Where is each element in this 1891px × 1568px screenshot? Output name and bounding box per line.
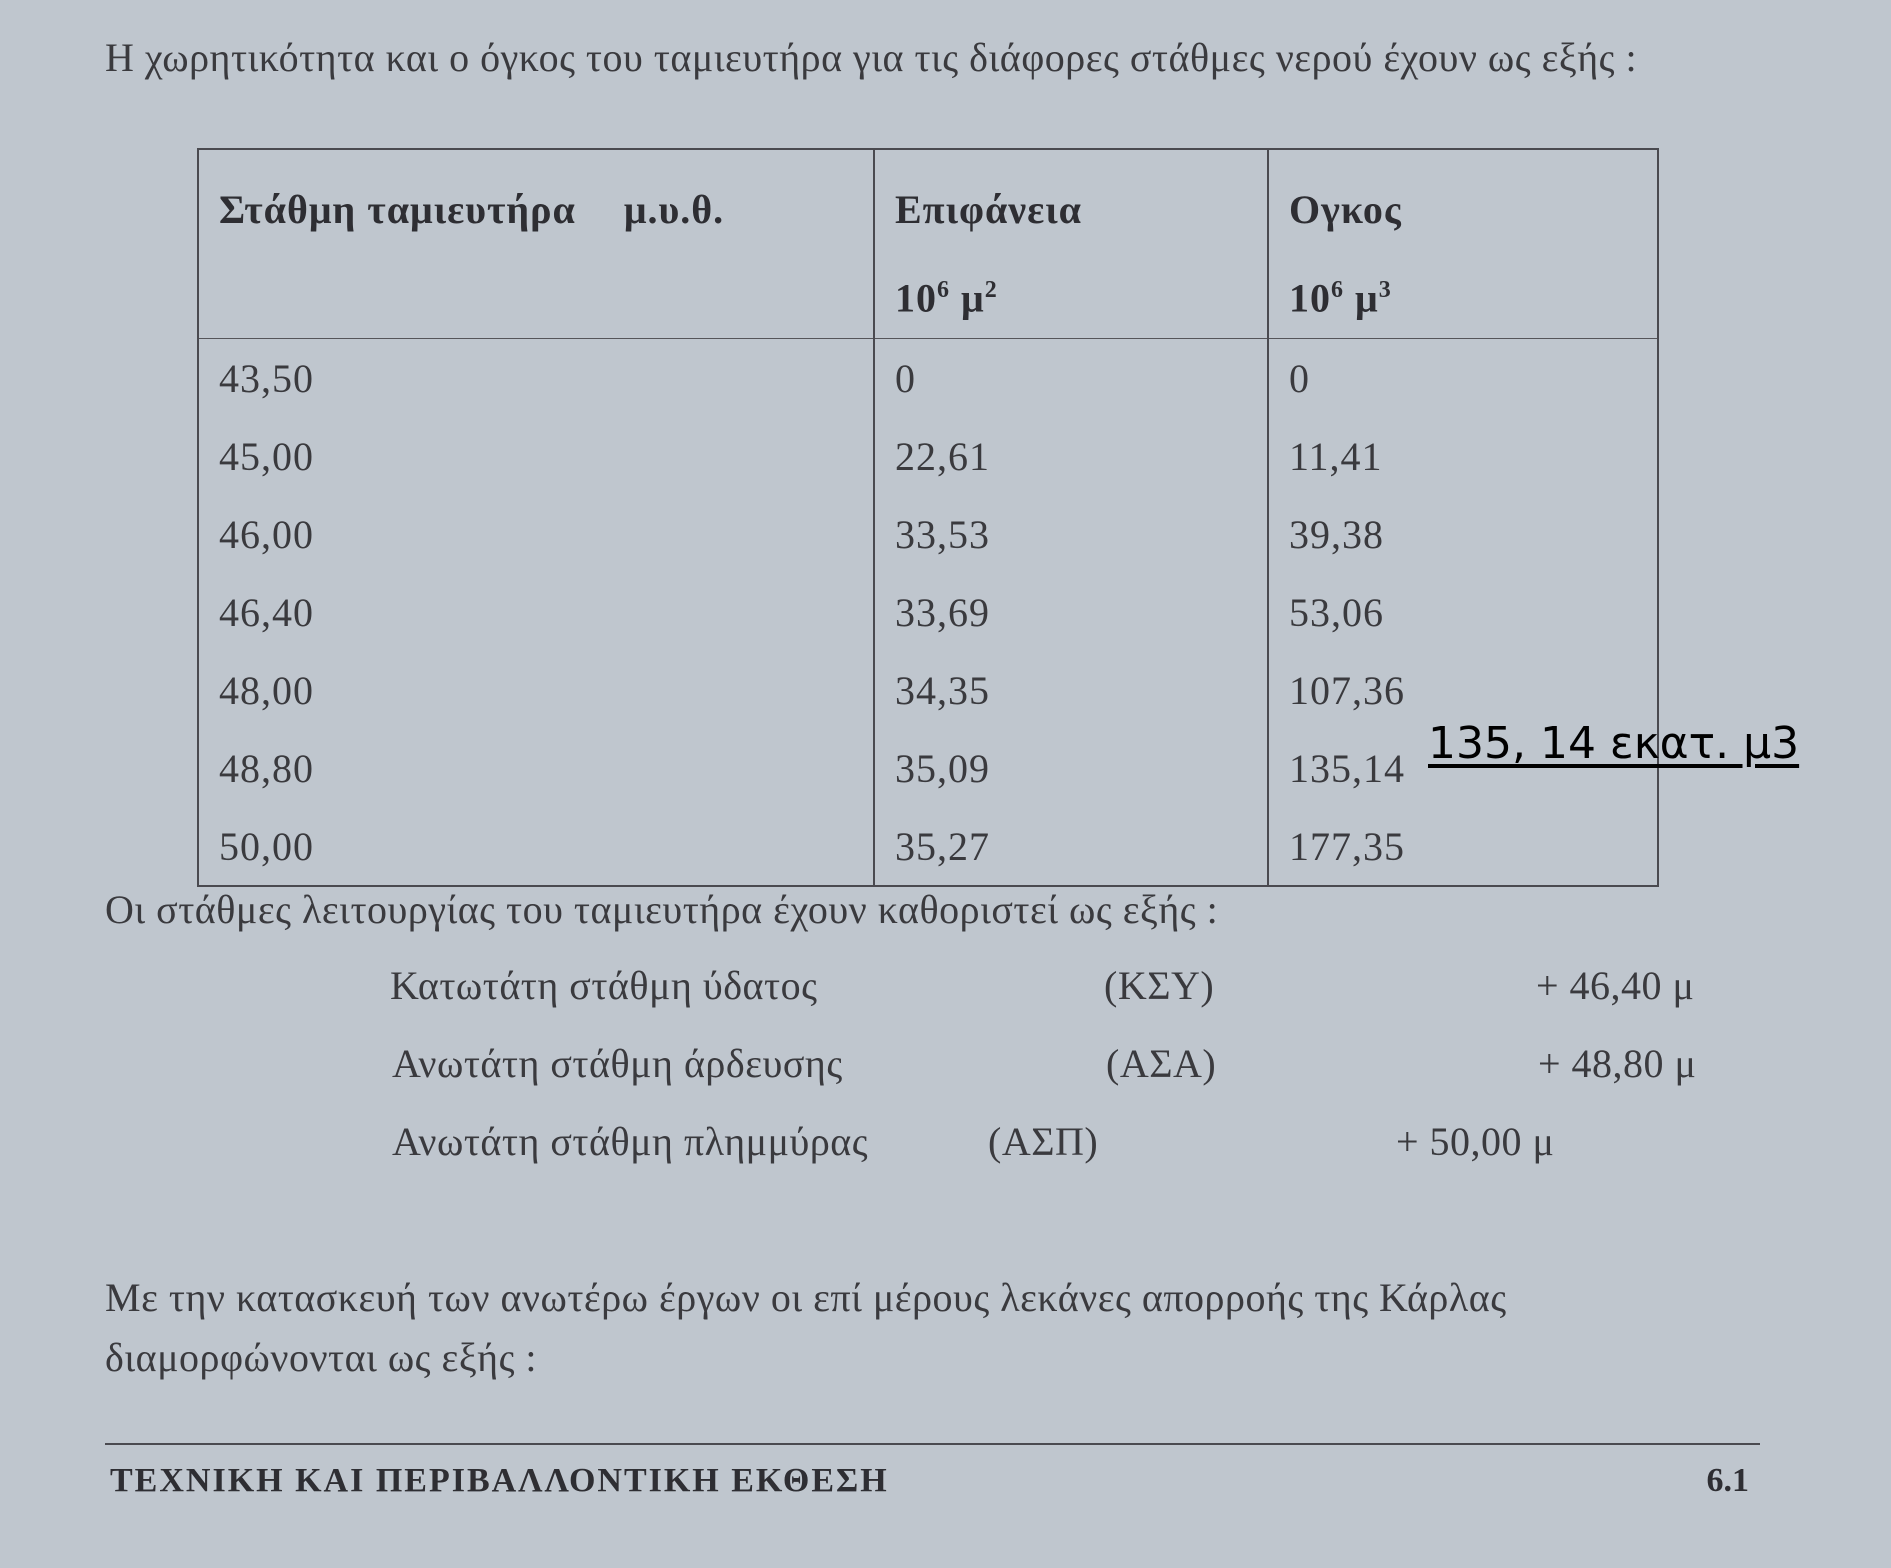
header-level-label: Στάθμη ταμιευτήρα bbox=[219, 187, 576, 232]
operation-level-row bbox=[392, 1118, 1792, 1178]
reservoir-table bbox=[197, 148, 1659, 887]
operation-level-value: + 48,80 μ bbox=[1538, 1041, 1697, 1086]
cell-level: 46,40 bbox=[219, 589, 314, 635]
table-row bbox=[198, 495, 1658, 573]
operation-level-value: + 46,40 μ bbox=[1536, 963, 1695, 1008]
header-area-unit bbox=[895, 250, 1267, 338]
volume-unit-base: 10 bbox=[1289, 275, 1331, 321]
footer-title: ΤΕΧΝΙΚΗ ΚΑΙ ΠΕΡΙΒΑΛΛΟΝΤΙΚΗ ΕΚΘΕΣΗ bbox=[110, 1462, 889, 1499]
page-number: 6.1 bbox=[1706, 1462, 1749, 1499]
cell-area: 33,69 bbox=[874, 573, 1268, 651]
cell-volume: 0 bbox=[1268, 339, 1658, 418]
cell-level: 46,00 bbox=[219, 511, 314, 557]
operation-level-row bbox=[390, 962, 1790, 1022]
header-volume bbox=[1268, 149, 1658, 339]
operation-level-abbr: (ΑΣΠ) bbox=[988, 1119, 1099, 1164]
cell-level: 45,00 bbox=[219, 433, 314, 479]
operation-level-abbr: (ΑΣΑ) bbox=[1106, 1041, 1217, 1086]
operation-level-row bbox=[392, 1040, 1792, 1100]
table-header-row bbox=[198, 149, 1658, 339]
cell-level: 50,00 bbox=[219, 823, 314, 869]
table-row bbox=[198, 573, 1658, 651]
header-area bbox=[874, 149, 1268, 339]
volume-annotation: 135, 14 εκατ. μ3 bbox=[1428, 718, 1800, 769]
area-unit-exp: 6 bbox=[937, 277, 950, 303]
operation-level-value: + 50,00 μ bbox=[1396, 1119, 1555, 1164]
cell-level: 48,80 bbox=[219, 745, 314, 791]
operation-levels-intro: Οι στάθμες λειτουργίας του ταμιευτήρα έχουν καθοριστεί ως εξής : bbox=[105, 887, 1219, 932]
cell-volume: 177,35 bbox=[1268, 807, 1658, 886]
area-unit-sym: μ bbox=[961, 275, 985, 321]
operation-level-abbr: (ΚΣΥ) bbox=[1104, 963, 1215, 1008]
header-volume-unit bbox=[1289, 250, 1657, 338]
volume-unit-sym-exp: 3 bbox=[1378, 277, 1392, 303]
header-level bbox=[198, 149, 874, 339]
table-row bbox=[198, 417, 1658, 495]
cell-level: 43,50 bbox=[219, 355, 314, 401]
cell-level: 48,00 bbox=[219, 667, 314, 713]
cell-area: 33,53 bbox=[874, 495, 1268, 573]
cell-volume: 53,06 bbox=[1268, 573, 1658, 651]
footer-divider bbox=[105, 1443, 1760, 1445]
closing-paragraph: Με την κατασκευή των ανωτέρω έργων οι επί μέρους λεκάνες απορροής της Κάρλας διαμορφώνονται ως εξής : bbox=[105, 1275, 1507, 1380]
volume-unit-sym: μ bbox=[1355, 275, 1379, 321]
cell-volume: 11,41 bbox=[1268, 417, 1658, 495]
cell-area: 22,61 bbox=[874, 417, 1268, 495]
cell-area: 35,27 bbox=[874, 807, 1268, 886]
operation-level-name: Κατωτάτη στάθμη ύδατος bbox=[390, 963, 818, 1008]
area-unit-base: 10 bbox=[895, 275, 937, 321]
cell-area: 0 bbox=[874, 339, 1268, 418]
cell-area: 35,09 bbox=[874, 729, 1268, 807]
operation-level-name: Ανωτάτη στάθμη πλημμύρας bbox=[392, 1119, 869, 1164]
volume-unit-exp: 6 bbox=[1331, 277, 1344, 303]
intro-paragraph: Η χωρητικότητα και ο όγκος του ταμιευτήρα για τις διάφορες στάθμες νερού έχουν ως εξής : bbox=[105, 35, 1638, 80]
header-area-label: Επιφάνεια bbox=[895, 187, 1082, 232]
area-unit-sym-exp: 2 bbox=[984, 277, 998, 303]
header-level-unit: μ.υ.θ. bbox=[623, 187, 725, 232]
header-volume-label: Ογκος bbox=[1289, 187, 1402, 232]
table-row bbox=[198, 807, 1658, 886]
operation-level-name: Ανωτάτη στάθμη άρδευσης bbox=[392, 1041, 843, 1086]
cell-area: 34,35 bbox=[874, 651, 1268, 729]
table-row bbox=[198, 339, 1658, 418]
cell-volume: 135,14 bbox=[1268, 729, 1658, 807]
cell-volume: 107,36 bbox=[1268, 651, 1658, 729]
cell-volume: 39,38 bbox=[1268, 495, 1658, 573]
